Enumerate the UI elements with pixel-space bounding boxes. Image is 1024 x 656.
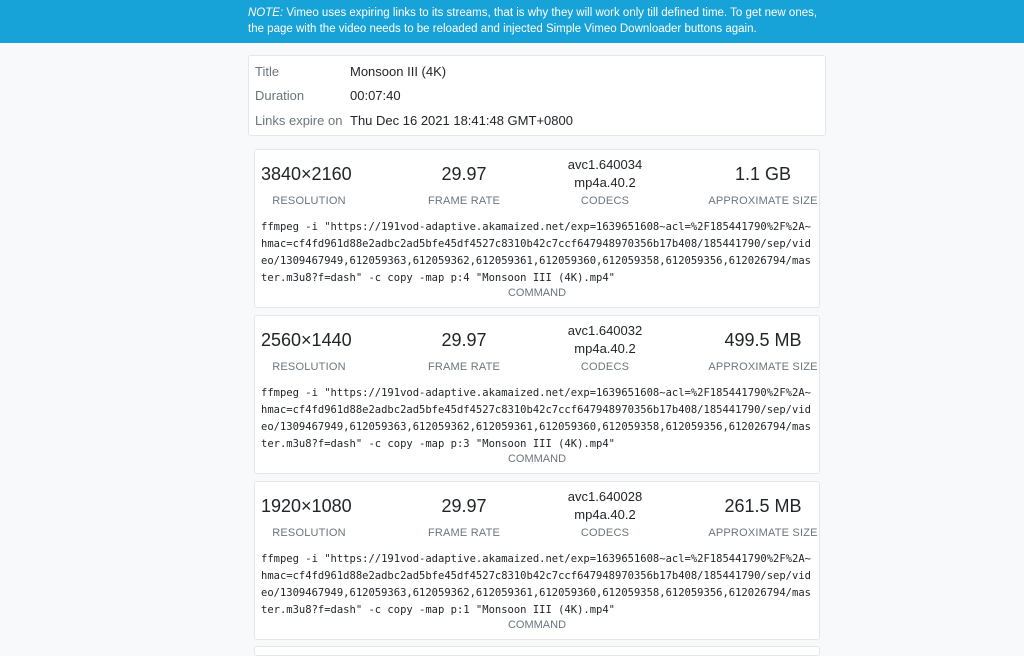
frame-rate-label: FRAME RATE — [427, 527, 501, 539]
expire-value: Thu Dec 16 2021 18:41:48 GMT+0800 — [350, 113, 573, 128]
codecs-value — [535, 488, 675, 524]
ffmpeg-command[interactable]: ffmpeg -i "https://191vod-adaptive.akamaized.net/exp=1639651608~acl=%2F185441790%2F%2A~hmac=cf4fd961d88e2adbc2ad5bfe45df4527c8310b42c7ccf647948970356b17b408/185441790/sep/video/1309467949,612059363,612059362,612059361,612059360,612059358,612059356,612026794/master.m3u8?f=dash" -c copy -map p:1 "Monsoon III (4K).mp4" — [261, 553, 811, 616]
command-label: COMMAND — [507, 453, 567, 465]
ffmpeg-command[interactable]: ffmpeg -i "https://191vod-adaptive.akamaized.net/exp=1639651608~acl=%2F185441790%2F%2A~hmac=cf4fd961d88e2adbc2ad5bfe45df4527c8310b42c7ccf647948970356b17b408/185441790/sep/video/1309467949,612059363,612059362,612059361,612059360,612059358,612059356,612026794/master.m3u8?f=dash" -c copy -map p:4 "Monsoon III (4K).mp4" — [261, 221, 811, 284]
video-codec: avc1.640032 — [567, 323, 643, 338]
frame-rate-value: 29.97 — [441, 496, 487, 516]
stream-card — [254, 315, 820, 474]
title-label: Title — [255, 64, 280, 79]
frame-rate-label: FRAME RATE — [427, 195, 501, 207]
ffmpeg-command[interactable]: ffmpeg -i "https://191vod-adaptive.akamaized.net/exp=1639651608~acl=%2F185441790%2F%2A~hmac=cf4fd961d88e2adbc2ad5bfe45df4527c8310b42c7ccf647948970356b17b408/185441790/sep/video/1309467949,612059363,612059362,612059361,612059360,612059358,612059356,612026794/master.m3u8?f=dash" -c copy -map p:3 "Monsoon III (4K).mp4" — [261, 387, 811, 450]
stream-card — [254, 149, 820, 308]
audio-codec: mp4a.40.2 — [574, 175, 636, 190]
audio-codec: mp4a.40.2 — [574, 341, 636, 356]
resolution-label: RESOLUTION — [272, 195, 346, 207]
codecs-value — [535, 156, 675, 192]
codecs-label: CODECS — [580, 195, 630, 207]
audio-codec: mp4a.40.2 — [574, 507, 636, 522]
notice-text: Vimeo uses expiring links to its streams, that is why they will work only till defined time. To get new ones, the page with the video needs to be reloaded and injected Simple Vimeo Downloader buttons again. — [248, 7, 818, 35]
title-value: Monsoon III (4K) — [350, 64, 447, 79]
stream-card — [254, 481, 820, 640]
video-info-card — [248, 55, 826, 136]
duration-label: Duration — [255, 88, 305, 103]
size-label: APPROXIMATE SIZE — [708, 361, 818, 373]
frame-rate-label: FRAME RATE — [427, 361, 501, 373]
command-label: COMMAND — [507, 287, 567, 299]
resolution-value: 2560×1440 — [261, 330, 352, 350]
expire-label: Links expire on — [255, 113, 343, 128]
notice-label: NOTE: — [248, 7, 284, 19]
command-label: COMMAND — [507, 619, 567, 631]
size-label: APPROXIMATE SIZE — [708, 527, 818, 539]
codecs-label: CODECS — [580, 361, 630, 373]
video-codec: avc1.640028 — [567, 489, 643, 504]
resolution-value: 1920×1080 — [261, 496, 352, 516]
size-label: APPROXIMATE SIZE — [708, 195, 818, 207]
resolution-label: RESOLUTION — [272, 361, 346, 373]
duration-value: 00:07:40 — [350, 88, 401, 103]
video-codec: avc1.640034 — [567, 157, 643, 172]
resolution-value: 3840×2160 — [261, 164, 352, 184]
frame-rate-value: 29.97 — [441, 330, 487, 350]
size-value: 1.1 GB — [734, 164, 792, 184]
codecs-label: CODECS — [580, 527, 630, 539]
expiry-notice-banner — [0, 0, 1024, 43]
resolution-label: RESOLUTION — [272, 527, 346, 539]
codecs-value — [535, 322, 675, 358]
frame-rate-value: 29.97 — [441, 164, 487, 184]
size-value: 499.5 MB — [724, 330, 802, 350]
size-value: 261.5 MB — [724, 496, 802, 516]
